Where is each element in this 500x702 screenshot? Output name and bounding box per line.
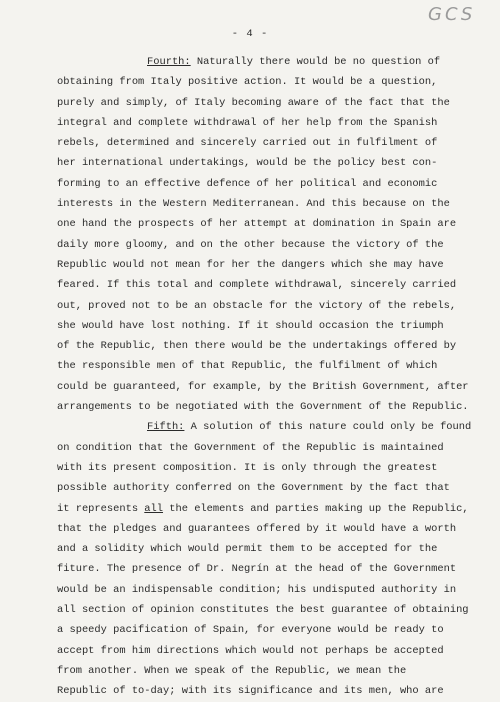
text-line <box>57 72 482 92</box>
line-text: her international undertakings, would be the policy best con- <box>57 157 438 170</box>
text-line <box>57 620 482 640</box>
text-line <box>57 153 482 173</box>
text-line <box>57 661 482 681</box>
line-text: Naturally there would be no question of <box>190 56 441 68</box>
text-line <box>57 539 482 559</box>
line-text: integral and complete withdrawal of her help from the Spanish <box>57 116 438 129</box>
line-text: the responsible men of that Republic, the fulfilment of which <box>57 360 438 373</box>
section-heading: Fifth: <box>147 421 185 434</box>
line-text: it represents <box>57 502 145 515</box>
text-line <box>57 681 482 701</box>
line-text: arrangements to be negotiated with the Government of the Republic. <box>57 401 469 414</box>
text-line <box>57 397 482 417</box>
text-line <box>57 580 482 600</box>
text-line <box>57 275 482 295</box>
line-text: possible authority conferred on the Government by the fact that <box>57 482 450 495</box>
page-number: - 4 - <box>231 28 269 40</box>
text-line <box>57 417 482 437</box>
line-text: daily more gloomy, and on the other because the victory of the <box>57 238 444 251</box>
text-line <box>57 316 482 336</box>
line-text: forming to an effective defence of her political and economic <box>57 177 438 190</box>
text-line <box>57 194 482 214</box>
line-text: out, proved not to be an obstacle for the victory of the rebels, <box>57 299 457 312</box>
line-text: one hand the prospects of her attempt at domination in Spain are <box>57 218 457 231</box>
line-text: of the Republic, then there would be the undertakings offered by <box>57 340 457 353</box>
line-text: accept from him directions which would not perhaps be accepted <box>57 644 444 657</box>
text-line <box>57 255 482 275</box>
section-heading: Fourth: <box>147 56 191 68</box>
line-text: from another. When we speak of the Republic, we mean the <box>57 664 407 677</box>
text-line <box>57 174 482 194</box>
line-text: fiture. The presence of Dr. Negrín at the head of the Government <box>57 563 457 576</box>
emphasized-word: all <box>144 502 164 515</box>
line-text: Republic of to-day; with its significance and its men, who are <box>57 685 444 698</box>
line-text: Republic would not mean for her the dangers which she may have <box>57 258 444 271</box>
text-line <box>57 377 482 397</box>
text-line <box>57 438 482 458</box>
line-text: purely and simply, of Italy becoming aware of the fact that the <box>57 96 450 109</box>
text-line <box>57 519 482 539</box>
text-line <box>57 52 482 72</box>
document-body <box>57 52 482 702</box>
text-line <box>57 499 482 519</box>
text-line <box>57 458 482 478</box>
text-line <box>57 113 482 133</box>
line-text: she would have lost nothing. If it should occasion the triumph <box>57 319 444 332</box>
text-line <box>57 559 482 579</box>
line-text: interests in the Western Mediterranean. And this because on the <box>57 198 450 211</box>
text-line <box>57 478 482 498</box>
text-line <box>57 296 482 316</box>
line-text: that the pledges and guarantees offered by it would have a worth <box>57 522 457 535</box>
line-text: all section of opinion constitutes the best guarantee of obtaining <box>57 604 469 617</box>
handwritten-annotation: GCS <box>428 4 476 25</box>
text-line <box>57 336 482 356</box>
line-text: rebels, determined and sincerely carried out in fulfilment of <box>57 137 438 150</box>
text-line <box>57 235 482 255</box>
line-text: on condition that the Government of the Republic is maintained <box>57 441 444 454</box>
line-text: would be an indispensable condition; his undisputed authority in <box>57 583 457 596</box>
line-text: with its present composition. It is only through the greatest <box>57 461 438 474</box>
text-line <box>57 93 482 113</box>
line-text: obtaining from Italy positive action. It would be a question, <box>57 76 438 89</box>
line-text: a speedy pacification of Spain, for everyone would be ready to <box>57 624 444 637</box>
text-line <box>57 214 482 234</box>
text-line <box>57 600 482 620</box>
text-line <box>57 133 482 153</box>
line-text: feared. If this total and complete withdrawal, sincerely carried <box>57 279 457 292</box>
line-text: could be guaranteed, for example, by the British Government, after <box>57 380 469 393</box>
line-text: the elements and parties making up the Republic, <box>163 502 469 515</box>
line-text: and a solidity which would permit them to be accepted for the <box>57 543 438 556</box>
line-text: A solution of this nature could only be found <box>184 421 472 434</box>
text-line <box>57 641 482 661</box>
text-line <box>57 356 482 376</box>
